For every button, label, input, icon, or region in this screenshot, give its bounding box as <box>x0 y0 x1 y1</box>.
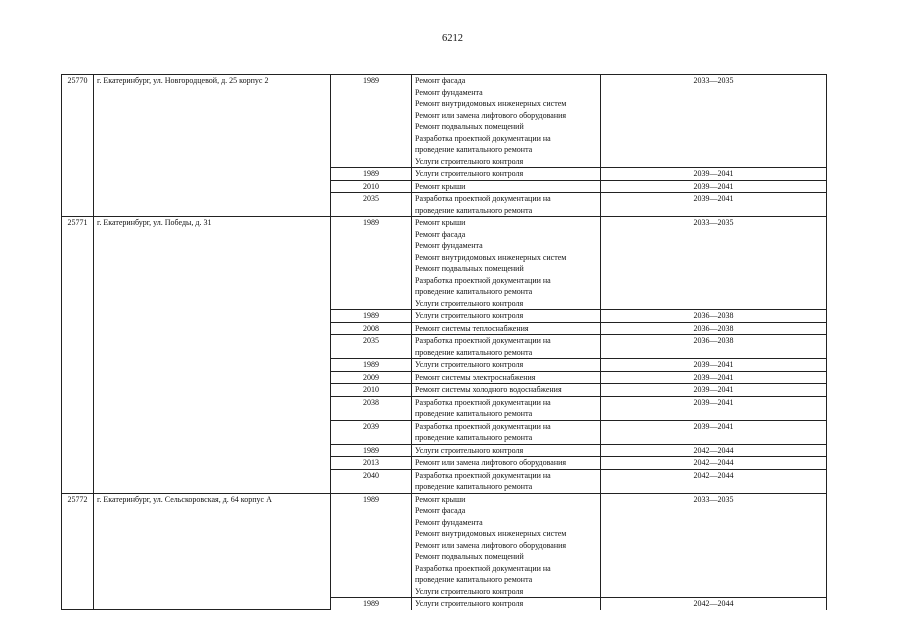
repair-work-item: проведение капитального ремонта <box>415 409 533 418</box>
planned-period: 2036—2038 <box>601 335 827 359</box>
commission-year: 2039 <box>331 420 412 444</box>
planned-period: 2042—2044 <box>601 598 827 610</box>
repair-work-item: Ремонт фасада <box>415 506 466 515</box>
repair-works <box>412 444 601 457</box>
building-address: г. Екатеринбург, ул. Победы, д. 31 <box>94 217 331 494</box>
planned-period: 2039—2041 <box>601 180 827 193</box>
repair-work-item: Ремонт фундамента <box>415 517 483 527</box>
planned-period: 2042—2044 <box>601 457 827 470</box>
repair-works <box>412 493 601 598</box>
commission-year: 2010 <box>331 180 412 193</box>
planned-period: 2042—2044 <box>601 469 827 493</box>
repair-work-item: Услуги строительного контроля <box>415 298 524 308</box>
repair-work-item: Услуги строительного контроля <box>415 169 524 178</box>
repair-work-item: Ремонт фасада <box>415 76 466 85</box>
repair-work-item: проведение капитального ремонта <box>415 287 533 296</box>
planned-period: 2036—2038 <box>601 310 827 323</box>
repair-work-item: Ремонт фундамента <box>415 241 483 250</box>
repair-works <box>412 217 601 310</box>
repair-work-item: Разработка проектной документации на <box>415 397 551 407</box>
repair-work-item: Разработка проектной документации на <box>415 275 551 285</box>
repair-works <box>412 180 601 193</box>
commission-year: 2035 <box>331 335 412 359</box>
building-address: г. Екатеринбург, ул. Новгородцевой, д. 25 корпус 2 <box>94 75 331 217</box>
repair-works <box>412 598 601 610</box>
repair-work-item: Услуги строительного контроля <box>415 360 524 369</box>
repair-work-item: Ремонт системы электроснабжения <box>415 372 536 382</box>
capital-repair-table <box>61 74 827 610</box>
commission-year: 1989 <box>331 598 412 610</box>
commission-year: 1989 <box>331 359 412 372</box>
commission-year: 1989 <box>331 75 412 168</box>
repair-works <box>412 322 601 335</box>
repair-works <box>412 371 601 384</box>
commission-year: 2008 <box>331 322 412 335</box>
repair-work-item: проведение капитального ремонта <box>415 347 533 357</box>
repair-work-item: Разработка проектной документации на <box>415 336 551 345</box>
repair-works <box>412 396 601 420</box>
planned-period: 2036—2038 <box>601 322 827 335</box>
repair-work-item: Ремонт или замена лифтового оборудования <box>415 110 567 120</box>
repair-works <box>412 75 601 168</box>
repair-work-item: Ремонт крыши <box>415 181 466 191</box>
planned-period: 2039—2041 <box>601 396 827 420</box>
building-id: 25770 <box>62 75 94 217</box>
repair-works <box>412 384 601 397</box>
repair-work-item: Разработка проектной документации на <box>415 133 551 143</box>
repair-work-item: Ремонт фасада <box>415 229 466 239</box>
building-id: 25771 <box>62 217 94 494</box>
repair-work-item: Ремонт подвальных помещений <box>415 122 524 131</box>
repair-work-item: Ремонт крыши <box>415 218 466 227</box>
repair-work-item: Разработка проектной документации на <box>415 470 551 480</box>
commission-year: 2009 <box>331 371 412 384</box>
planned-period: 2033—2035 <box>601 75 827 168</box>
repair-work-item: Ремонт системы теплоснабжения <box>415 323 529 333</box>
repair-work-item: Ремонт фундамента <box>415 87 483 97</box>
planned-period: 2039—2041 <box>601 359 827 372</box>
repair-work-item: Ремонт или замена лифтового оборудования <box>415 458 567 467</box>
commission-year: 1989 <box>331 217 412 310</box>
repair-work-item: Услуги строительного контроля <box>415 311 524 320</box>
repair-works <box>412 310 601 323</box>
repair-works <box>412 168 601 181</box>
commission-year: 1989 <box>331 444 412 457</box>
repair-works <box>412 335 601 359</box>
repair-work-item: Ремонт системы холодного водоснабжения <box>415 385 562 394</box>
planned-period: 2039—2041 <box>601 371 827 384</box>
repair-works <box>412 193 601 217</box>
repair-work-item: Услуги строительного контроля <box>415 445 524 455</box>
repair-works <box>412 469 601 493</box>
planned-period: 2033—2035 <box>601 217 827 310</box>
repair-work-item: Ремонт подвальных помещений <box>415 264 524 273</box>
building-address: г. Екатеринбург, ул. Сельскоровская, д. 64 корпус А <box>94 493 331 610</box>
repair-work-item: Услуги строительного контроля <box>415 586 524 596</box>
planned-period: 2042—2044 <box>601 444 827 457</box>
repair-work-item: проведение капитального ремонта <box>415 433 533 442</box>
commission-year: 1989 <box>331 310 412 323</box>
planned-period: 2039—2041 <box>601 168 827 181</box>
planned-period: 2039—2041 <box>601 193 827 217</box>
repair-works <box>412 359 601 372</box>
commission-year: 2038 <box>331 396 412 420</box>
repair-work-item: проведение капитального ремонта <box>415 145 533 154</box>
repair-work-item: Разработка проектной документации на <box>415 563 551 573</box>
commission-year: 1989 <box>331 493 412 598</box>
repair-works <box>412 420 601 444</box>
planned-period: 2033—2035 <box>601 493 827 598</box>
repair-work-item: Услуги строительного контроля <box>415 156 524 166</box>
repair-work-item: Ремонт внутридомовых инженерных систем <box>415 252 567 262</box>
commission-year: 2040 <box>331 469 412 493</box>
repair-work-item: Ремонт или замена лифтового оборудования <box>415 540 567 550</box>
repair-works <box>412 457 601 470</box>
repair-work-item: Разработка проектной документации на <box>415 421 551 431</box>
page-number: 6212 <box>442 33 463 44</box>
table-row <box>62 75 827 168</box>
commission-year: 2035 <box>331 193 412 217</box>
table-row <box>62 493 827 598</box>
building-id: 25772 <box>62 493 94 610</box>
repair-work-item: Ремонт внутридомовых инженерных систем <box>415 529 567 538</box>
repair-work-item: проведение капитального ремонта <box>415 575 533 584</box>
planned-period: 2039—2041 <box>601 420 827 444</box>
repair-work-item: Ремонт крыши <box>415 494 466 504</box>
table-row <box>62 217 827 310</box>
repair-work-item: Разработка проектной документации на <box>415 194 551 203</box>
commission-year: 2013 <box>331 457 412 470</box>
repair-work-item: Услуги строительного контроля <box>415 599 524 608</box>
repair-work-item: проведение капитального ремонта <box>415 482 533 491</box>
repair-work-item: проведение капитального ремонта <box>415 205 533 215</box>
commission-year: 1989 <box>331 168 412 181</box>
commission-year: 2010 <box>331 384 412 397</box>
repair-work-item: Ремонт внутридомовых инженерных систем <box>415 99 567 108</box>
planned-period: 2039—2041 <box>601 384 827 397</box>
repair-work-item: Ремонт подвальных помещений <box>415 552 524 561</box>
